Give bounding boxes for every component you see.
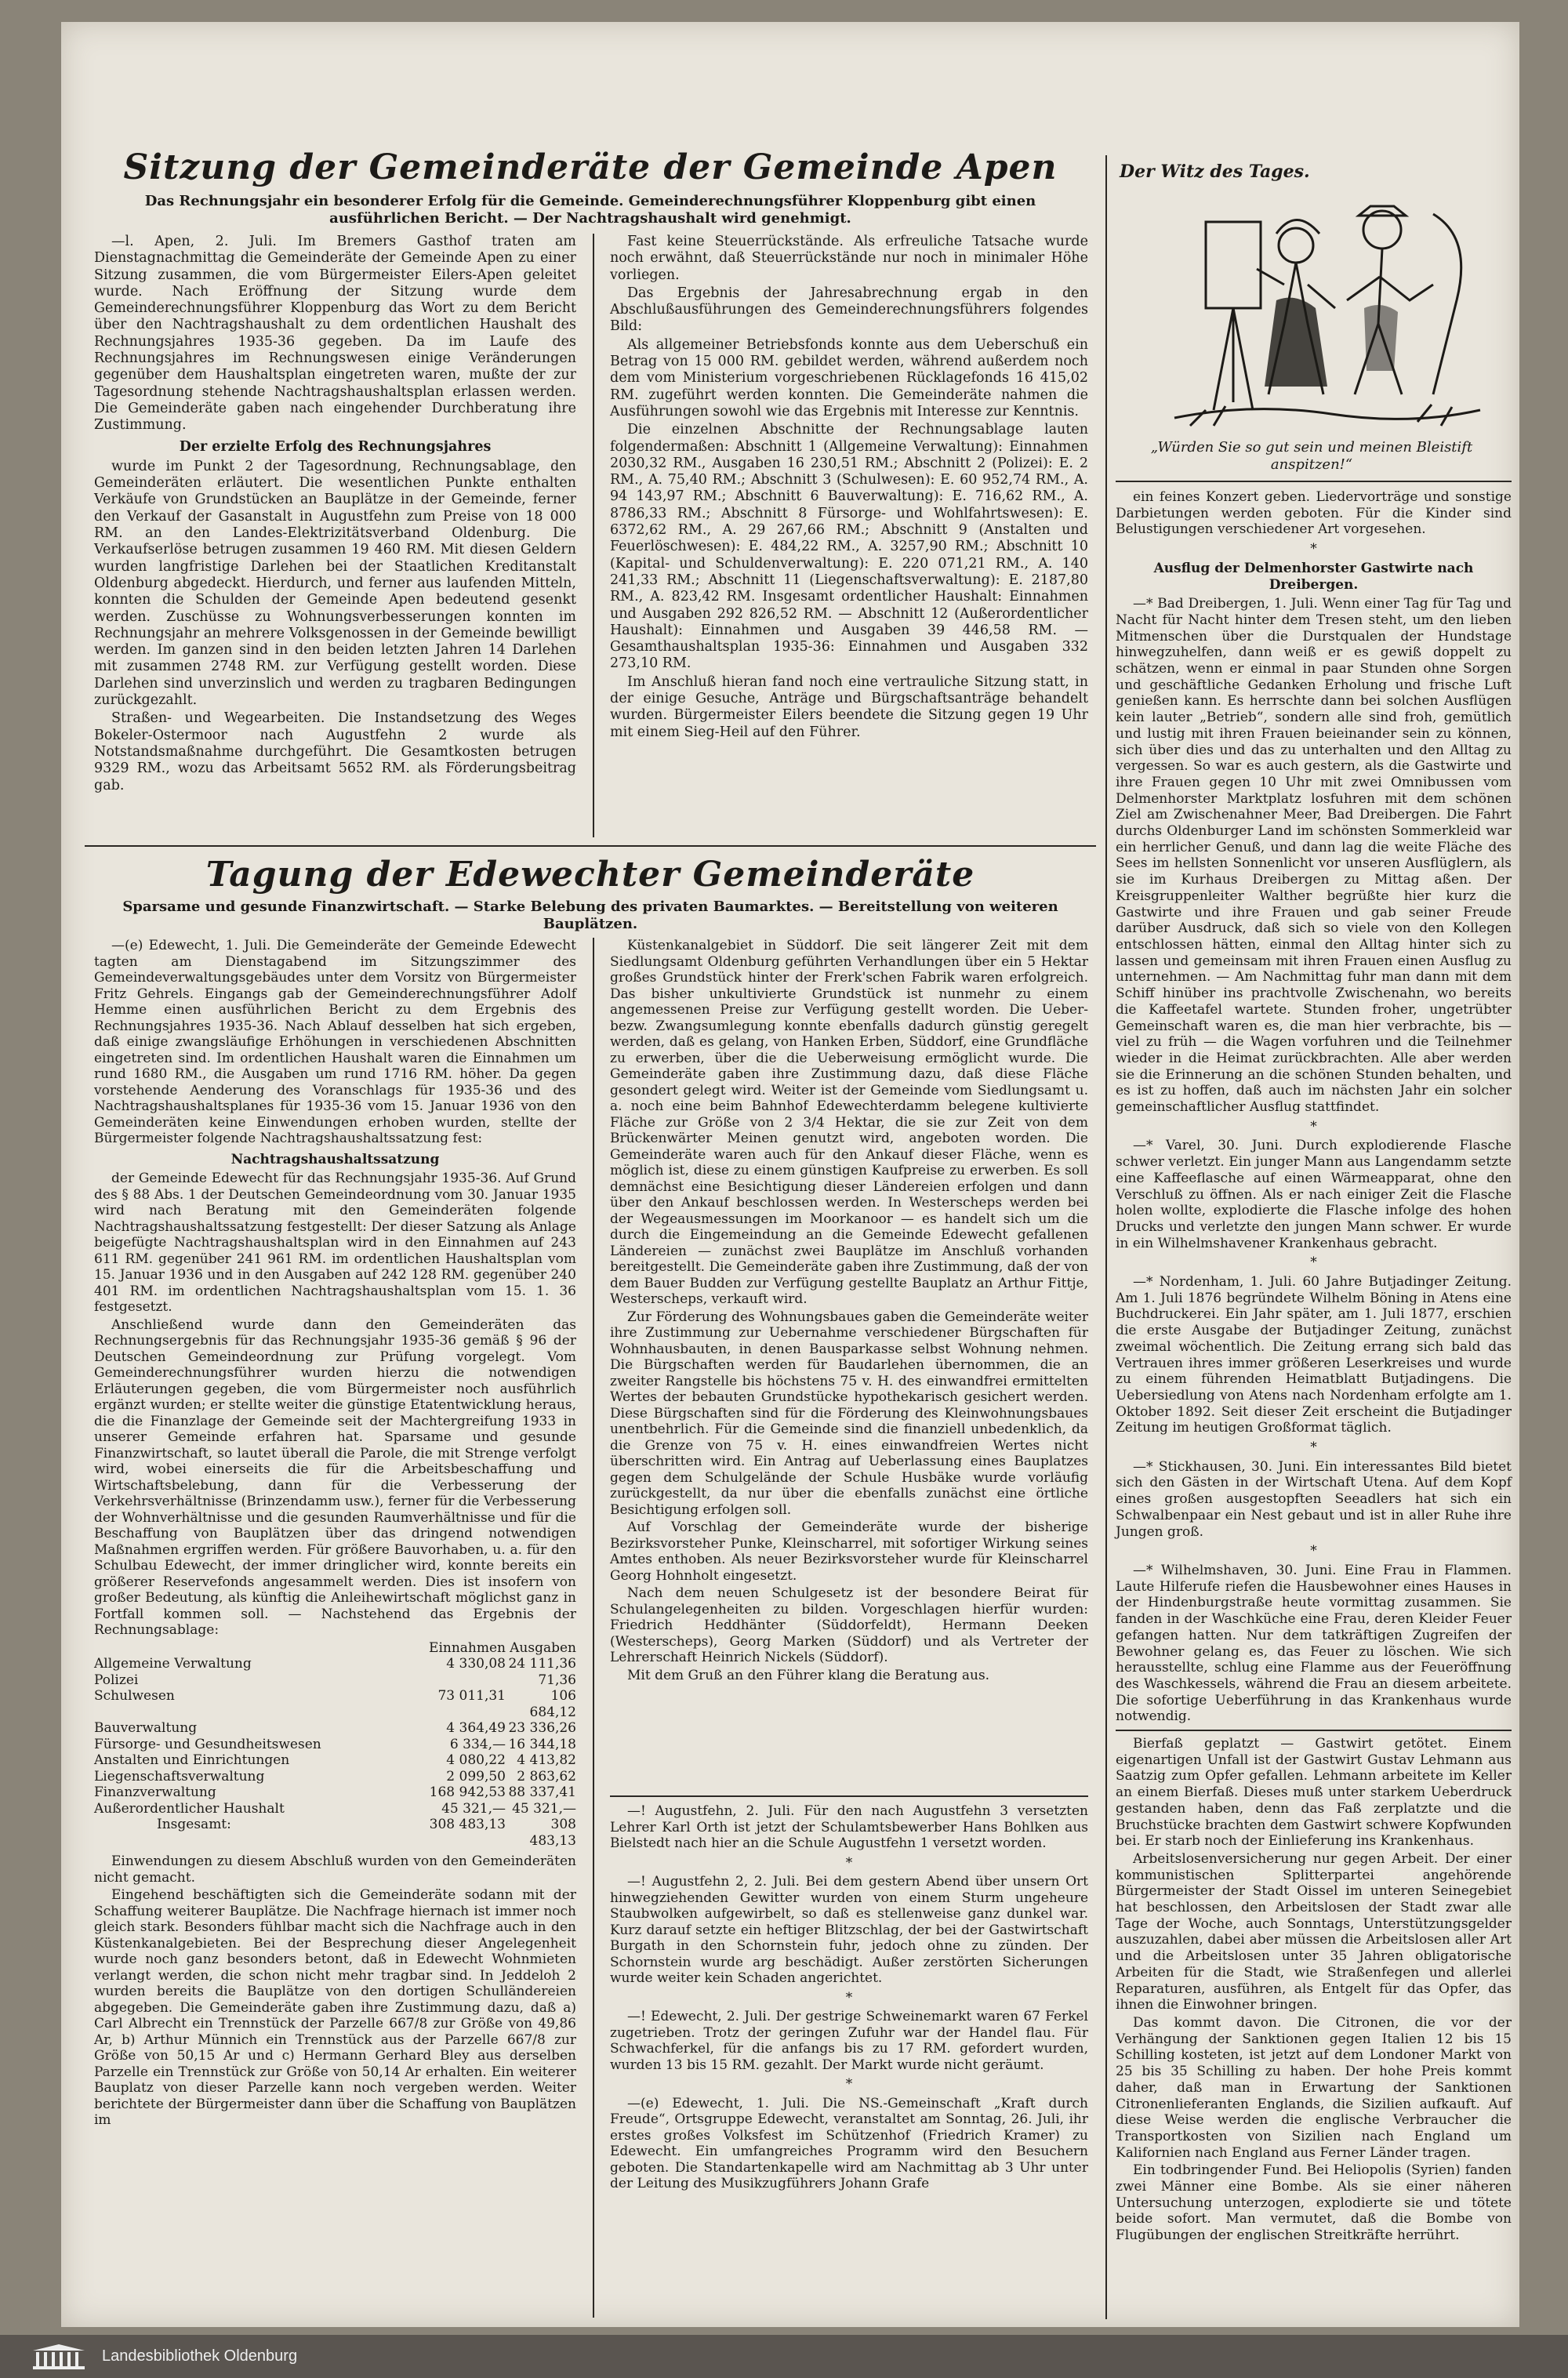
news-item: Das kommt davon. Die Citronen, die vor der Verhängung der Sanktionen gegen Italien 12 bis 15 Schilling kosteten, ist jetzt auf dem Londoner Markt von 25 bis 35 Schilling zu haben. Der hohe Preis kommt daher, daß man in Erwartung der Sanktionen Citronenlieferanten Englands, die Sizilien aufkauft. Auf diese Weise werden die englische Verbraucher die Transportkosten von Sizilien nach England um Kalifornien nach England aus Ferner Länder tragen. — [1116, 2014, 1512, 2161]
row-expense: 106 684,12 — [529, 1688, 576, 1720]
brief-separator — [1116, 1730, 1512, 1731]
article1-paragraph: wurde im Punkt 2 der Tagesordnung, Rechnungsablage, den Gemeinderäten erläutert. Die wesentlichen Punkte enthalten Verkäufe von Grundstücken an Bauplätze in der Gemeinde, ferner den Verkauf der Gasanstalt in Augustfehn zum Preise von 18 000 RM. an den Landes-Elektrizitätsverband Oldenburg. Die Verkaufserlöse betrugen zusammen 19 460 RM. Mit diesen Geldern wurden langfristige Darlehen bei der Staatlichen Kreditanstalt Oldenburg abgedeckt. Hierdurch, und ferner aus laufenden Mitteln, konnten die Schulden der Gemeinde Apen bedeutend gesenkt werden. Zuschüsse zu Wohnungsverbesserungen konnten im Rechnungsjahr an mehrere Volksgenossen in der Gemeinde bewilligt werden. Im ganzen sind in den beiden letzten Jahren 14 Darlehen mit zusammen 2748 RM. zur Verfügung gestellt worden. Diese Darlehen sind unverzinslich und werden zu tragbaren Bedingungen zurückgezahlt. — [94, 458, 576, 709]
cartoon-title: Der Witz des Tages. — [1120, 162, 1310, 182]
row-label: Anstalten und Einrichtungen — [94, 1752, 290, 1768]
news-item: —! Edewecht, 2. Juli. Der gestrige Schweinemarkt waren 67 Ferkel zugetrieben. Trotz der geringen Zufuhr war der Handel flau. Für Schwachferkel, für die anfangs bis zu 17 RM. gefordert wurden, wurden 13 bis 15 RM. gezahlt. Der Markt wurde nicht geräumt. — [610, 2009, 1088, 2073]
article2-paragraph: Zur Förderung des Wohnungsbaues gaben die Gemeinderäte weiter ihre Zustimmung zur Uebernahme verschiedener Bürgschaften für Wohnhausbauten, in denen Bausparkasse selbst Wohnung nehmen. Die Bürgschaften werden für Baudarlehen übernommen, die an zweiter Rangstelle bis höchstens 75 v. H. des einwandfrei ermittelten Wertes der bebauten Grundstücke hypothekarisch gesichert werden. Diese Bürgschaften sind für die Förderung des Kleinwohnungsbaues unentbehrlich. Für die Gemeinde sind die finanziell unbedenklich, da die Grenze von 75 v. H. eines einwandfreien Wertes nicht überschritten wird. Ein Antrag auf Ueberlassung eines Bauplatzes gegen dem Schulgelände der Schule Husbäke wurde vorläufig zurückgestellt, da nur über die ebenfalls zunächst eine örtliche Besichtigung erfolgen soll. — [610, 1309, 1088, 1518]
article1-paragraph: Als allgemeiner Betriebsfonds konnte aus dem Ueberschuß ein Betrag von 15 000 RM. gebildet werden, während außerdem noch dem vom Ministerium vorgeschriebenen Rücklagefonds 16 415,02 RM. zugeführt werden konnten. Die Gemeinderäte nahmen die Ausführungen sowohl wie das Ergebnis mit Interesse zur Kenntnis. — [610, 336, 1088, 419]
separator-star: * — [845, 2076, 853, 2092]
article1-section-head: Der erzielte Erfolg des Rechnungsjahres — [179, 438, 492, 455]
news-item: —* Stickhausen, 30. Juni. Ein interessantes Bild bietet sich den Gästen in der Wirtschaft Utena. Auf dem Kopf eines großen ausgestopften Seeadlers hat sich ein Schwalbenpaar ein Nest gebaut und ist in aller Ruhe ihre Jungen groß. — [1116, 1458, 1512, 1540]
article1-paragraph: —l. Apen, 2. Juli. Im Bremers Gasthof traten am Dienstagnachmittag die Gemeinderäte der Gemeinde Apen zu einer Sitzung zusammen, die vom Bürgermeister Eilers-Apen geleitet wurde. Nach Eröffnung der Sitzung wurde dem Gemeinderechnungsführer Kloppenburg das Wort zu dem Bericht über den Nachtragshaushalt zu dem ordentlichen Haushalt des Rechnungsjahres 1935-36 gegeben. Da im Laufe des Rechnungsjahres im Rechnungswesen einige Veränderungen gegenüber dem Haushaltsplan eingetreten waren, mußte der zur Tagesordnung stehende Nachtragshaushaltsplan erlassen werden. Die Gemeinderäte gaben nach eingehender Durchberatung ihre Zustimmung. — [94, 234, 576, 434]
news-item: —* Bad Dreibergen, 1. Juli. Wenn einer Tag für Tag und Nacht für Nacht hinter dem Tresen steht, um den lieben Mitmenschen über die Durstqualen der Hundstage hinwegzuhelfen, dann weiß er es gewiß doppelt zu schätzen, wenn er einmal in paar Stunden ohne Sorgen und geschäftliche Gedanken Erholung und frische Luft genießen kann. Es herrschte dann bei solchen Ausflügen kein lauter „Betrieb“, sondern alle sind froh, gemütlich und lustig mit ihren Frauen beieinander sein zu können, sich über dies und das zu unterhalten und den Alltag zu vergessen. So war es auch gestern, als die Gastwirte und ihre Frauen gegen 10 Uhr mit zwei Omnibussen vom Delmenhorster Marktplatz losfuhren mit dem schönen Ziel am Zwischenahner Meer, Bad Dreibergen. Die Fahrt durchs Oldenburger Land im schönsten Sommerkleid war ein herrlicher Genuß, und dann lag die weite Fläche des Sees im hellsten Sonnenlicht vor unseren Ausflüglern, als sie im Kurhaus Dreibergen zu Mittag aßen. Der Kreisgruppenleiter Walther begrüßte hier kurz die Gastwirte und ihre Frauen und gab seiner Freude darüber Ausdruck, daß sich so viele von den Kollegen entschlossen hätten, einmal den Alltag hinter sich zu lassen und gemeinsam mit ihren Frauen einen Ausflug zu unternehmen. — Am Nachmittag fuhr man dann mit dem Schiff hinüber ins prachtvolle Zwischenahn, wo bereits die Kaffeetafel wartete. Stunden froher, ungetrübter Gemeinschaft waren es, die man hier verbrachte, bis — viel zu früh — die Wagen vorfuhren und die Teilnehmer wieder in die Heimat zurückbrachten. Alle aber werden sie die Erinnerung an die schönen Stunden behalten, und es ist zu hoffen, daß auch im nächsten Jahr ein solcher gemeinschaftlicher Ausflug stattfindet. — [1116, 596, 1512, 1116]
right-column — [1116, 489, 1512, 2245]
row-expense: 23 336,26 — [508, 1720, 576, 1736]
row-income: 168 942,53 — [429, 1784, 506, 1800]
row-income: 2 099,50 — [446, 1768, 506, 1784]
finance-table-header — [94, 1640, 576, 1657]
separator-star: * — [1310, 1440, 1317, 1456]
right-column-rule — [1105, 155, 1107, 2319]
finance-table-row — [94, 1769, 576, 1785]
news-item: —* Varel, 30. Juni. Durch explodierende Flasche schwer verletzt. Ein junger Mann aus Langendamm setzte eine Kaffeeflasche auf einen Wärmeapparat, ohne den Verschluß zu öffnen. Als er nach einiger Zeit die Flasche holen wollte, explodierte die Flasche infolge des hohen Drucks und verletzte den jungen Mann schwer. Er wurde in ein Wilhelmshavener Krankenhaus gebracht. — [1116, 1138, 1512, 1251]
article1-paragraph: Im Anschluß hieran fand noch eine vertrauliche Sitzung statt, in der einige Gesuche, Anträge und Bürgschaftsanträge behandelt wurden. Bürgermeister Eilers beendete die Sitzung gegen 19 Uhr mit einem Sieg-Heil auf den Führer. — [610, 673, 1088, 740]
separator-star: * — [1310, 541, 1317, 557]
separator-star: * — [1310, 1543, 1317, 1559]
row-label: Schulwesen — [94, 1688, 175, 1704]
news-item: Arbeitslosenversicherung nur gegen Arbeit. Der einer kommunistischen Splitterpartei angehörende Bürgermeister der Stadt Oissel im unteren Seinegebiet hat beschlossen, den Arbeitslosen der Stadt zwar alle Tage der Woche, auch Sonntags, Unterstützungsgelder auszuzahlen, dabei aber müssen die Arbeitslosen aller Art und die Arbeitslosen unter 35 Jahren obligatorische Arbeiten für die Stadt, wie Straßenfegen und allerlei Reparaturen, ausführen, als Entgelt für das Opfer, das ihnen die Einwohner bringen. — [1116, 1850, 1512, 2013]
article2-column-1 — [94, 938, 576, 2130]
news-item: —! Augustfehn, 2. Juli. Für den nach Augustfehn 3 versetzten Lehrer Karl Orth ist jetzt der Schulamtsbewerber Hans Bohlken aus Bielstedt nach hier an die Schule Augustfehn 1 versetzt worden. — [610, 1803, 1088, 1851]
article2-subtitle: Sparsame und gesunde Finanzwirtschaft. — Starke Belebung des privaten Baumarktes. — Bereitstellung von weiteren Bauplätzen. — [122, 899, 1058, 932]
library-logo-icon — [31, 2343, 86, 2371]
row-label: Polizei — [94, 1672, 139, 1688]
row-expense: 88 337,41 — [508, 1784, 576, 1800]
article2-paragraph: Anschließend wurde dann den Gemeinderäten das Rechnungsergebnis für das Rechnungsjahr 1935-36 gemäß § 96 der Deutschen Gemeindeordnung zur Prüfung vorgelegt. Vom Gemeinderechnungsführer wurden hierzu die notwendigen Erläuterungen gegeben, die vom Bürgermeister noch ausführlich ergänzt wurden; er stellte weiter die günstige Etatentwicklung heraus, die die Finanzlage der Gemeinde seit der Machtergreifung 1933 in unserer Gemeinde erfahren hat. Sparsame und gesunde Finanzwirtschaft, so lautet überall die Parole, die mit Strenge verfolgt wird, wobei einerseits die für die Arbeitsbeschaffung und Wirtschaftsbelebung, dann für die Verbesserung der Verkehrsverhältnisse (Brinzendamm usw.), ferner für die Verbesserung der Wohnverhältnisse und die gesunden Raumverhältnisse und für die Beschaffung von Bauplätzen über das dringend notwendigen Maßnahmen ergriffen werden. Für größere Bauvorhaben, u. a. für den Schulbau Edewecht, der immer dringlicher wird, konnte bereits ein größerer Reservefonds angesammelt werden. Dies ist insofern von großer Bedeutung, als künftig die Anleihewirtschaft möglichst ganz in Fortfall kommen soll. — Nachstehend das Ergebnis der Rechnungsablage: — [94, 1316, 576, 1638]
finance-table-row — [94, 1672, 576, 1689]
cartoon-caption: „Würden Sie so gut sein und meinen Bleistift anspitzen!“ — [1150, 439, 1473, 473]
row-expense: 24 111,36 — [508, 1656, 576, 1672]
article1-column-2 — [610, 234, 1088, 742]
news-item: —(e) Edewecht, 1. Juli. Die NS.-Gemeinschaft „Kraft durch Freude“, Ortsgruppe Edewecht, veranstaltet am Sonntag, 26. Juli, ihr erstes großes Volksfest im Schützenhof (Friedrich Kramer) zu Edewecht. Ein umfangreiches Programm wird den Besuchern geboten. Die Standartenkapelle wird am Nachmittag ab 3 Uhr unter der Leitung des Musikzugführers Johann Grafe — [610, 2095, 1088, 2191]
row-label: Finanzverwaltung — [94, 1784, 216, 1800]
row-expense: 4 413,82 — [517, 1752, 576, 1768]
finance-table-row — [94, 1784, 576, 1801]
finance-table-row — [94, 1737, 576, 1753]
article2-paragraph: Küstenkanalgebiet in Süddorf. Die seit längerer Zeit mit dem Siedlungsamt Oldenburg geführten Verhandlungen über ein 5 Hektar großes Grundstück hinter der Frerk'schen Fabrik waren erfolgreich. Das bisher unkultivierte Grundstück ist nunmehr zu einem angemessenen Preise zur Verfügung gestellt worden. Die Ueber- bezw. Zwangsumlegung konnte ebenfalls dadurch günstig geregelt werden, daß es gelang, von Hanken Erben, Süddorf, eine Grundfläche zu erwerben, über die die Ueberweisung ermöglicht wurde. Die Gemeinderäte gaben ihre Zustimmung dazu, daß diese Fläche gesondert gelegt wird. Weiter ist der Gemeinde vom Siedlungsamt u. a. noch eine beim Bahnhof Edewechterdamm belegene kultivierte Fläche zur Größe von 2 3/4 Hektar, die sie zur Zeit von dem Brückenwärter Meinen genutzt wird, angeboten worden. Die Gemeinderäte waren auch für den Ankauf dieser Fläche, wenn es möglich ist, diese zu einem günstigen Kaufpreise zu erwerben. Es soll demnächst eine Besichtigung dieser Ländereien erfolgen und dann über den Ankauf beschlossen werden. In Westerscheps werden bei der Wegeausmessungen im Moorkanoor — es handelt sich um die durch die Eingemeindung an die Gemeinde Edewecht gefallenen Ländereien — zunächst zwei Bauplätze im Anschluß vorhanden bereitgestellt. Die Gemeinderäte gaben ihre Zustimmung, daß der von dem Bauer Budden zur Verfügung gestellte Bauplatz an Arthur Fittje, Westerscheps, verkauft wird. — [610, 938, 1088, 1307]
article2-paragraph: —(e) Edewecht, 1. Juli. Die Gemeinderäte der Gemeinde Edewecht tagten am Dienstagabend im Sitzungszimmer des Gemeindeverwaltungsgebäudes unter dem Vorsitz von Bürgermeister Fritz Gehrels. Eingangs gab der Gemeinderechnungsführer Adolf Hemme einen ausführlichen Bericht zu dem Ergebnis des Rechnungsjahres 1935-36. Nach Ablauf desselben hat sich ergeben, daß einige zwangsläufige Erhöhungen in verschiedenen Abschnitten eingetreten sind. Im ordentlichen Haushalt waren die Einnahmen um rund 1680 RM., die Ausgaben um rund 1716 RM. höher. Da gegen vorstehende Aenderung des Voranschlags für 1935-36 und des Nachtragshaushaltsplanes für 1935-36 vom 15. Januar 1936 von den Gemeinderäten keine Einwendungen erhoben wurden, stellte der Bürgermeister folgende Nachtragshaushaltssatzung fest: — [94, 938, 576, 1146]
row-income: 4 080,22 — [446, 1752, 506, 1768]
finance-table-row — [94, 1801, 576, 1817]
article1-paragraph: Das Ergebnis der Jahresabrechnung ergab in den Abschlußausführungen des Gemeinderechnungsführers folgendes Bild: — [610, 285, 1088, 335]
article1-paragraph: Die einzelnen Abschnitte der Rechnungsablage lauten folgendermaßen: Abschnitt 1 (Allgemeine Verwaltung): Einnahmen 2030,32 RM., Ausgaben 16 230,51 RM.; Abschnitt 2 (Polizei): E. 2 RM., A. 75,40 RM.; Abschnitt 3 (Schulwesen): E. 60 952,74 RM., A. 94 143,97 RM.; Abschnitt 6 Bauverwaltung): E. 716,62 RM., A. 8786,33 RM.; Abschnitt 8 Fürsorge- und Wohlfahrtswesen): E. 6372,62 RM., A. 29 267,66 RM.; Abschnitt 9 (Anstalten und Feuerlöschwesen): E. 484,22 RM., A. 3257,90 RM.; Abschnitt 10 (Kapital- und Schuldenverwaltung): E. 220 071,21 RM., A. 140 241,33 RM.; Abschnitt 11 (Liegenschaftsverwaltung): E. 2187,80 RM., A. 823,42 RM. Insgesamt ordentlicher Haushalt: Einnahmen und Ausgaben 292 826,52 RM. — Abschnitt 12 (Außerordentlicher Haushalt): Einnahmen und Ausgaben 39 446,58 RM. — Gesamthaushaltsplan 1935-36: Einnahmen und Ausgaben 332 273,10 RM. — [610, 422, 1088, 672]
article1-subtitle: Das Rechnungsjahr ein besonderer Erfolg für die Gemeinde. Gemeinderechnungsführer Kloppenburg gibt einen ausführlichen Bericht. — Der Nachtragshaushalt wird genehmigt. — [144, 193, 1036, 227]
total-expense: 308 483,13 — [529, 1817, 576, 1849]
finance-table-total — [94, 1817, 576, 1849]
finance-table-row — [94, 1656, 576, 1672]
total-label: Insgesamt: — [157, 1817, 231, 1832]
separator-star: * — [845, 1854, 853, 1871]
short-news-separator — [610, 1795, 1088, 1797]
article2-paragraph: Einwendungen zu diesem Abschluß wurden von den Gemeinderäten nicht gemacht. — [94, 1853, 576, 1886]
income-header: Einnahmen — [429, 1639, 506, 1656]
finance-table-row — [94, 1688, 576, 1720]
row-label: Außerordentlicher Haushalt — [94, 1800, 285, 1817]
news-headline: Ausflug der Delmenhorster Gastwirte nach Dreibergen. — [1153, 560, 1474, 593]
column-rule — [593, 938, 594, 2318]
news-item: Ein todbringender Fund. Bei Heliopolis (Syrien) fanden zwei Männer eine Bombe. Als sie einer näheren Untersuchung unterzogen, explodierte sie und tötete beide sofort. Man vermutet, daß die Bombe von Flugübungen der englischen Streitkräfte herrührt. — [1116, 2162, 1512, 2244]
article-separator — [85, 845, 1096, 847]
expense-header: Ausgaben — [510, 1639, 576, 1656]
row-income: 6 334,— — [449, 1736, 506, 1752]
library-footer — [0, 2335, 1568, 2378]
article1-paragraph: Fast keine Steuerrückstände. Als erfreuliche Tatsache wurde noch erwähnt, daß Steuerrückstände nur noch in minimaler Höhe vorliegen. — [610, 234, 1088, 283]
article2-paragraph: Eingehend beschäftigten sich die Gemeinderäte sodann mit der Schaffung weiterer Bauplätze. Die Nachfrage hiernach ist immer noch gleich stark. Besonders fühlbar macht sich die Nachfrage auch in den Küstenkanalgebieten. Bei der Besprechung dieser Angelegenheit wurde noch ganz besonders betont, daß in Edewecht Wohnmieten verlangt werden, die schon nicht mehr tragbar sind. In Jeddeloh 2 wurden bereits die Bauplätze von den dortigen Schulländereien abgegeben. Die Gemeinderäte gaben ihre Zustimmung dazu, daß a) Carl Albrecht ein Trennstück der Parzelle 667/8 zur Größe von 49,86 Ar, b) Arthur Münnich ein Trennstück aus der Parzelle 667/8 zur Größe von 50,15 Ar und c) Hermann Gerhard Bley aus derselben Parzelle ein Trennstück zur Größe von 50,14 Ar erhalten. Ein weiterer Bauplatz von dieser Parzelle kann noch vergeben werden. Weiter berichtete der Bürgermeister dann über die Schaffung von Bauplätzen im — [94, 1887, 576, 2128]
row-label: Liegenschaftsverwaltung — [94, 1768, 265, 1784]
library-name: Landesbibliothek Oldenburg — [102, 2347, 298, 2365]
row-income: 73 011,31 — [437, 1688, 506, 1704]
row-income: 4 364,49 — [446, 1720, 506, 1736]
article2-paragraph: der Gemeinde Edewecht für das Rechnungsjahr 1935-36. Auf Grund des § 88 Abs. 1 der Deutschen Gemeindeordnung vom 30. Januar 1935 wird nach Beratung mit den Gemeinderäten folgende Nachtragshaushaltssatzung festgestellt: Der dieser Satzung als Anlage beigefügte Nachtragshaushaltsplan wird in den Einnahmen auf 243 611 RM. gegenüber 241 961 RM. im ordentlichen Haushaltsplan vom 15. Januar 1936 und in den Ausgaben auf 242 128 RM. gegenüber 240 401 RM. im ordentlichen Nachtragshaushaltsplan vom 15. 1. 36 festgesetzt. — [94, 1171, 576, 1315]
news-item: —* Wilhelmshaven, 30. Juni. Eine Frau in Flammen. Laute Hilferufe riefen die Hausbewohner eines Hauses in der Hindenburgstraße heute vormittag zusammen. Sie fanden in der Waschküche eine Frau, deren Kleider Feuer gefangen hatten. Nur dem tatkräftigen Zugreifen der Bewohner gelang es, das Feuer zu löschen. Wie sich herausstellte, schlug eine Flamme aus der Feueröffnung des Waschkessels, während die Frau an diesem arbeitete. Die sofortige Ueberführung in das Krankenhaus wurde notwendig. — [1116, 1563, 1512, 1725]
short-news-column — [610, 1803, 1088, 2194]
separator-star: * — [1310, 1254, 1317, 1271]
news-item: Bierfaß geplatzt — Gastwirt getötet. Einem eigenartigen Unfall ist der Gastwirt Gustav Lehmann aus Saatzig zum Opfer gefallen. Lehmann arbeitete im Keller an einem Bierfaß. Dieses muß unter starkem Ueberdruck gestanden haben, denn das Faß zerplatzte und die Bruchstücke brachten dem Gastwirt schwere Kopfwunden bei. Er starb noch der Einlieferung ins Krankenhaus. — [1116, 1736, 1512, 1850]
separator-star: * — [1310, 1118, 1317, 1135]
row-expense: 16 344,18 — [508, 1736, 576, 1752]
news-item: —* Nordenham, 1. Juli. 60 Jahre Butjadinger Zeitung. Am 1. Juli 1876 begründete Wilhelm Böning in Atens eine Buchdruckerei. Ein Jahr später, am 1. Juli 1877, erschien die erste Ausgabe der Butjadinger Zeitung, zunächst zweimal wöchentlich. Die Zeitung errang sich bald das Vertrauen ihres immer größeren Leserkreises und wurde zu einem führenden Heimatblatt Butjadingens. Die Uebersiedlung von Atens nach Nordenham erfolgte am 1. Oktober 1892. Seit dieser Zeit erscheint die Butjadinger Zeitung im heutigen Großformat täglich. — [1116, 1274, 1512, 1436]
article1-column-1 — [94, 234, 576, 796]
article2-paragraph: Mit dem Gruß an den Führer klang die Beratung aus. — [627, 1667, 990, 1683]
row-expense: 71,36 — [538, 1672, 576, 1688]
finance-table-row — [94, 1720, 576, 1737]
finance-table-row — [94, 1752, 576, 1769]
article1-paragraph: Straßen- und Wegearbeiten. Die Instandsetzung des Weges Bokeler-Ostermoor nach Augustfehn 2 wurde als Notstandsmaßnahme durchgeführt. Die Gesamtkosten betrugen 9329 RM., wozu das Arbeitsamt 5652 RM. als Förderungsbeitrag gab. — [94, 710, 576, 793]
cartoon-illustration — [1159, 191, 1488, 434]
article2-column-2 — [610, 938, 1088, 1685]
separator-star: * — [845, 1989, 853, 2006]
total-income: 308 483,13 — [429, 1817, 506, 1832]
row-income: 45 321,— — [441, 1800, 506, 1817]
row-label: Bauverwaltung — [94, 1720, 198, 1736]
news-item: —! Augustfehn 2, 2. Juli. Bei dem gestern Abend über unsern Ort hinwegziehenden Gewitter wurden von einem Sturm ungeheure Staubwolken aufgewirbelt, so daß es stellenweise ganz dunkel war. Kurz darauf setzte ein heftiger Blitzschlag, der bei der Gastwirtschaft Burgath in den Schornstein fuhr, jedoch ohne zu zünden. Der Schornstein wurde arg beschädigt. Außer zerstörten Sicherungen wurde weiter kein Schaden angerichtet. — [610, 1874, 1088, 1986]
row-income: 4 330,08 — [446, 1656, 506, 1672]
row-label: Allgemeine Verwaltung — [94, 1656, 252, 1672]
cartoon-separator — [1116, 481, 1512, 482]
row-label: Fürsorge- und Gesundheitswesen — [94, 1736, 321, 1752]
row-expense: 45 321,— — [512, 1800, 576, 1817]
article2-paragraph: Auf Vorschlag der Gemeinderäte wurde der bisherige Bezirksvorsteher Punke, Kleinscharrel, mit sofortiger Wirkung seines Amtes enthoben. Als neuer Bezirksvorsteher wurde für Kleinscharrel Georg Hohnholt eingesetzt. — [610, 1519, 1088, 1584]
row-expense: 2 863,62 — [517, 1768, 576, 1784]
row-income — [429, 1672, 506, 1689]
article2-section-head: Nachtragshaushaltssatzung — [230, 1151, 440, 1167]
column-rule — [593, 234, 594, 837]
article1-title: Sitzung der Gemeinderäte der Gemeinde Apen — [123, 147, 1058, 187]
newspaper-page — [61, 22, 1519, 2327]
article2-title: Tagung der Edewechter Gemeinderäte — [205, 855, 975, 895]
article2-paragraph: Nach dem neuen Schulgesetz ist der besondere Beirat für Schulangelegenheiten zu bilden. Vorgeschlagen hierfür wurden: Friedrich Heddhänter (Süddorfeldt), Hermann Deeken (Westerscheps), Georg Marken (Süddorf) und als Vertreter der Lehrerschaft Heinrich Nickels (Süddorf). — [610, 1585, 1088, 1665]
news-item: ein feines Konzert geben. Liedervorträge und sonstige Darbietungen werden geboten. Für die Kinder sind Belustigungen verschiedener Art vorgesehen. — [1116, 489, 1512, 538]
finance-table — [94, 1640, 576, 1850]
